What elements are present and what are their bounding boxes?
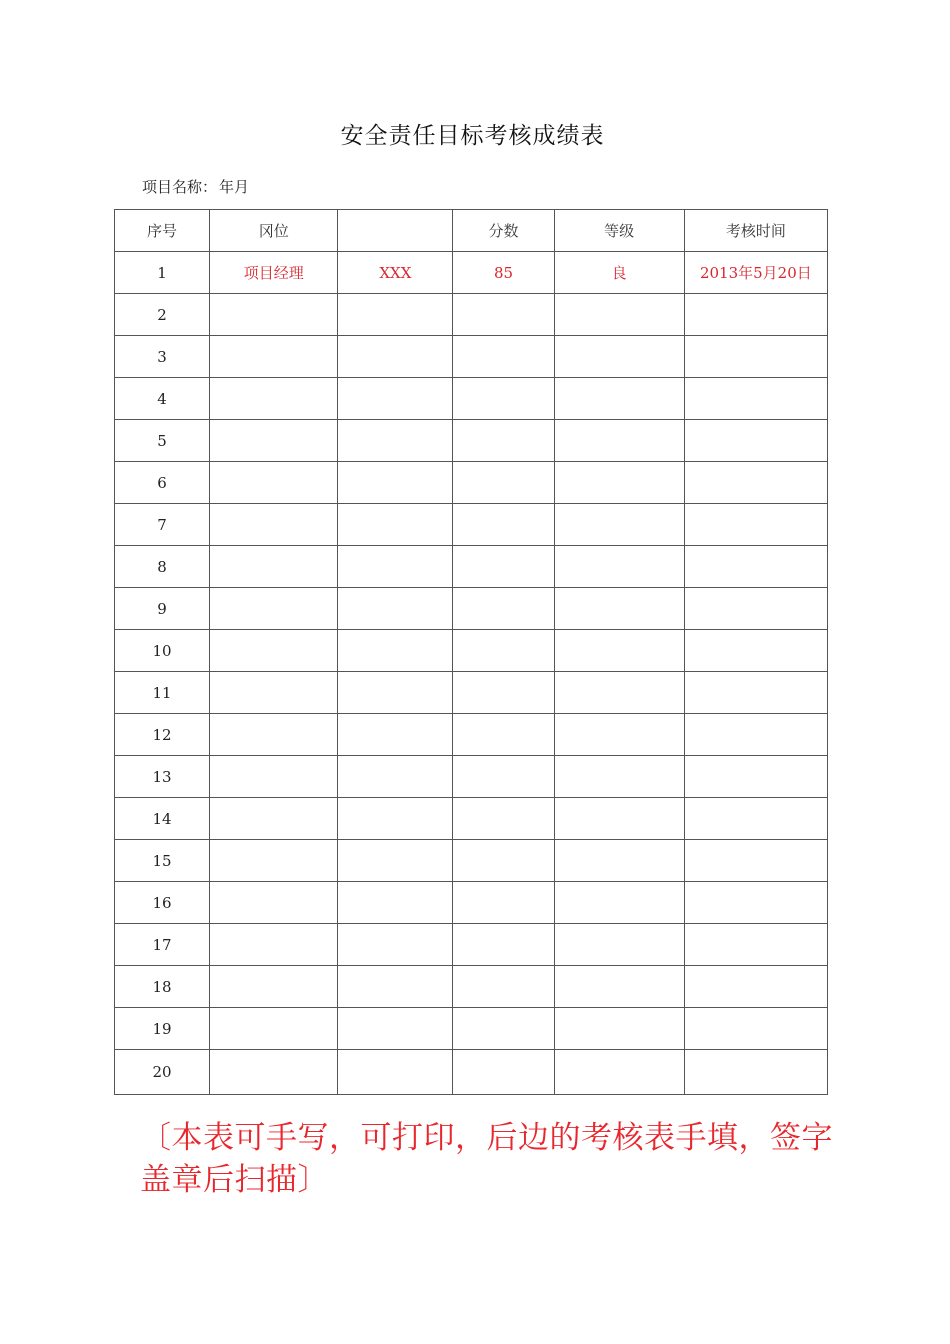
- table-row: [115, 714, 828, 756]
- cell-seq: 18: [115, 966, 210, 1008]
- cell-seq: 9: [115, 588, 210, 630]
- table-row: [115, 840, 828, 882]
- cell-grade: [554, 798, 684, 840]
- cell-score: [453, 378, 554, 420]
- cell-post: [210, 588, 338, 630]
- cell-score: [453, 1008, 554, 1050]
- cell-date: [684, 336, 827, 378]
- cell-name: [338, 966, 453, 1008]
- cell-name: [338, 630, 453, 672]
- cell-grade: [554, 336, 684, 378]
- cell-date: [684, 546, 827, 588]
- cell-date: [684, 294, 827, 336]
- cell-seq: 16: [115, 882, 210, 924]
- cell-date: [684, 462, 827, 504]
- cell-score: [453, 798, 554, 840]
- cell-name: [338, 924, 453, 966]
- cell-post: [210, 672, 338, 714]
- cell-seq: 20: [115, 1050, 210, 1095]
- cell-score: [453, 420, 554, 462]
- table-row: [115, 336, 828, 378]
- cell-date: [684, 1050, 827, 1095]
- cell-grade: [554, 294, 684, 336]
- cell-score: [453, 504, 554, 546]
- cell-date: [684, 630, 827, 672]
- cell-name: [338, 714, 453, 756]
- cell-grade: [554, 966, 684, 1008]
- cell-date: [684, 1008, 827, 1050]
- header-score: 分数: [453, 210, 554, 252]
- cell-grade: [554, 672, 684, 714]
- header-post: 冈位: [210, 210, 338, 252]
- cell-name: [338, 1050, 453, 1095]
- cell-post: [210, 1008, 338, 1050]
- cell-date: [684, 924, 827, 966]
- cell-date: [684, 672, 827, 714]
- table-row: [115, 756, 828, 798]
- cell-score: [453, 546, 554, 588]
- cell-date: [684, 840, 827, 882]
- cell-post: [210, 420, 338, 462]
- cell-seq: 14: [115, 798, 210, 840]
- table-row: [115, 630, 828, 672]
- cell-post: [210, 756, 338, 798]
- cell-seq: 13: [115, 756, 210, 798]
- cell-seq: 12: [115, 714, 210, 756]
- cell-date: [684, 588, 827, 630]
- cell-name: [338, 588, 453, 630]
- cell-post: [210, 630, 338, 672]
- cell-score: [453, 714, 554, 756]
- table-row: [115, 294, 828, 336]
- cell-score: [453, 462, 554, 504]
- cell-score: [453, 588, 554, 630]
- cell-grade: [554, 924, 684, 966]
- table-row: [115, 504, 828, 546]
- score-table: [114, 209, 828, 1095]
- cell-date: [684, 378, 827, 420]
- cell-date: [684, 798, 827, 840]
- header-name: [338, 210, 453, 252]
- table-row: [115, 1050, 828, 1095]
- cell-date: [684, 882, 827, 924]
- cell-name: [338, 294, 453, 336]
- header-grade: 等级: [554, 210, 684, 252]
- cell-grade: [554, 882, 684, 924]
- cell-date: [684, 714, 827, 756]
- cell-score: [453, 966, 554, 1008]
- cell-post: [210, 1050, 338, 1095]
- table-row: [115, 966, 828, 1008]
- table-row: [115, 378, 828, 420]
- cell-date: [684, 504, 827, 546]
- cell-seq: 10: [115, 630, 210, 672]
- header-date: 考核时间: [684, 210, 827, 252]
- cell-name: XXX: [338, 252, 453, 294]
- cell-grade: [554, 630, 684, 672]
- cell-post: [210, 966, 338, 1008]
- cell-grade: 良: [554, 252, 684, 294]
- cell-post: [210, 294, 338, 336]
- cell-name: [338, 336, 453, 378]
- cell-name: [338, 840, 453, 882]
- cell-score: [453, 672, 554, 714]
- cell-seq: 19: [115, 1008, 210, 1050]
- cell-seq: 3: [115, 336, 210, 378]
- cell-seq: 15: [115, 840, 210, 882]
- table-row: [115, 588, 828, 630]
- cell-score: [453, 756, 554, 798]
- cell-seq: 17: [115, 924, 210, 966]
- table-header-row: [115, 210, 828, 252]
- cell-grade: [554, 546, 684, 588]
- cell-post: [210, 336, 338, 378]
- cell-grade: [554, 588, 684, 630]
- cell-score: 85: [453, 252, 554, 294]
- cell-score: [453, 630, 554, 672]
- cell-grade: [554, 378, 684, 420]
- cell-post: [210, 546, 338, 588]
- cell-post: [210, 504, 338, 546]
- cell-name: [338, 756, 453, 798]
- cell-seq: 6: [115, 462, 210, 504]
- cell-post: [210, 924, 338, 966]
- cell-grade: [554, 714, 684, 756]
- cell-name: [338, 1008, 453, 1050]
- cell-post: [210, 882, 338, 924]
- cell-date: [684, 966, 827, 1008]
- cell-score: [453, 294, 554, 336]
- cell-seq: 1: [115, 252, 210, 294]
- cell-name: [338, 882, 453, 924]
- cell-grade: [554, 462, 684, 504]
- page-title: 安全责任目标考核成绩表: [340, 123, 605, 149]
- cell-name: [338, 378, 453, 420]
- table-body: [115, 252, 828, 1095]
- cell-score: [453, 336, 554, 378]
- cell-score: [453, 840, 554, 882]
- cell-grade: [554, 840, 684, 882]
- cell-post: [210, 714, 338, 756]
- cell-grade: [554, 1008, 684, 1050]
- table-row: [115, 1008, 828, 1050]
- cell-seq: 5: [115, 420, 210, 462]
- cell-date: [684, 420, 827, 462]
- cell-post: 项目经理: [210, 252, 338, 294]
- table-row: [115, 420, 828, 462]
- table-row: [115, 252, 828, 294]
- table-row: [115, 672, 828, 714]
- cell-date: [684, 756, 827, 798]
- cell-name: [338, 798, 453, 840]
- handwrite-note: 〔本表可手写，可打印，后边的考核表手填，签字盖章后扫描〕: [140, 1120, 833, 1198]
- cell-name: [338, 420, 453, 462]
- project-name-line: [142, 176, 249, 197]
- cell-grade: [554, 420, 684, 462]
- cell-seq: 2: [115, 294, 210, 336]
- cell-post: [210, 378, 338, 420]
- table-row: [115, 798, 828, 840]
- project-name-label: 项目名称：: [142, 178, 218, 196]
- header-seq: 序号: [115, 210, 210, 252]
- cell-score: [453, 882, 554, 924]
- table-row: [115, 882, 828, 924]
- cell-grade: [554, 1050, 684, 1095]
- cell-seq: 7: [115, 504, 210, 546]
- cell-post: [210, 840, 338, 882]
- cell-name: [338, 504, 453, 546]
- table-row: [115, 462, 828, 504]
- cell-score: [453, 924, 554, 966]
- cell-seq: 4: [115, 378, 210, 420]
- table-row: [115, 924, 828, 966]
- cell-post: [210, 462, 338, 504]
- cell-date: 2013年5月20日: [684, 252, 827, 294]
- project-date-label: 年月: [219, 178, 250, 196]
- cell-name: [338, 672, 453, 714]
- cell-grade: [554, 756, 684, 798]
- cell-post: [210, 798, 338, 840]
- cell-seq: 8: [115, 546, 210, 588]
- cell-grade: [554, 504, 684, 546]
- table-row: [115, 546, 828, 588]
- cell-name: [338, 546, 453, 588]
- cell-seq: 11: [115, 672, 210, 714]
- cell-name: [338, 462, 453, 504]
- cell-score: [453, 1050, 554, 1095]
